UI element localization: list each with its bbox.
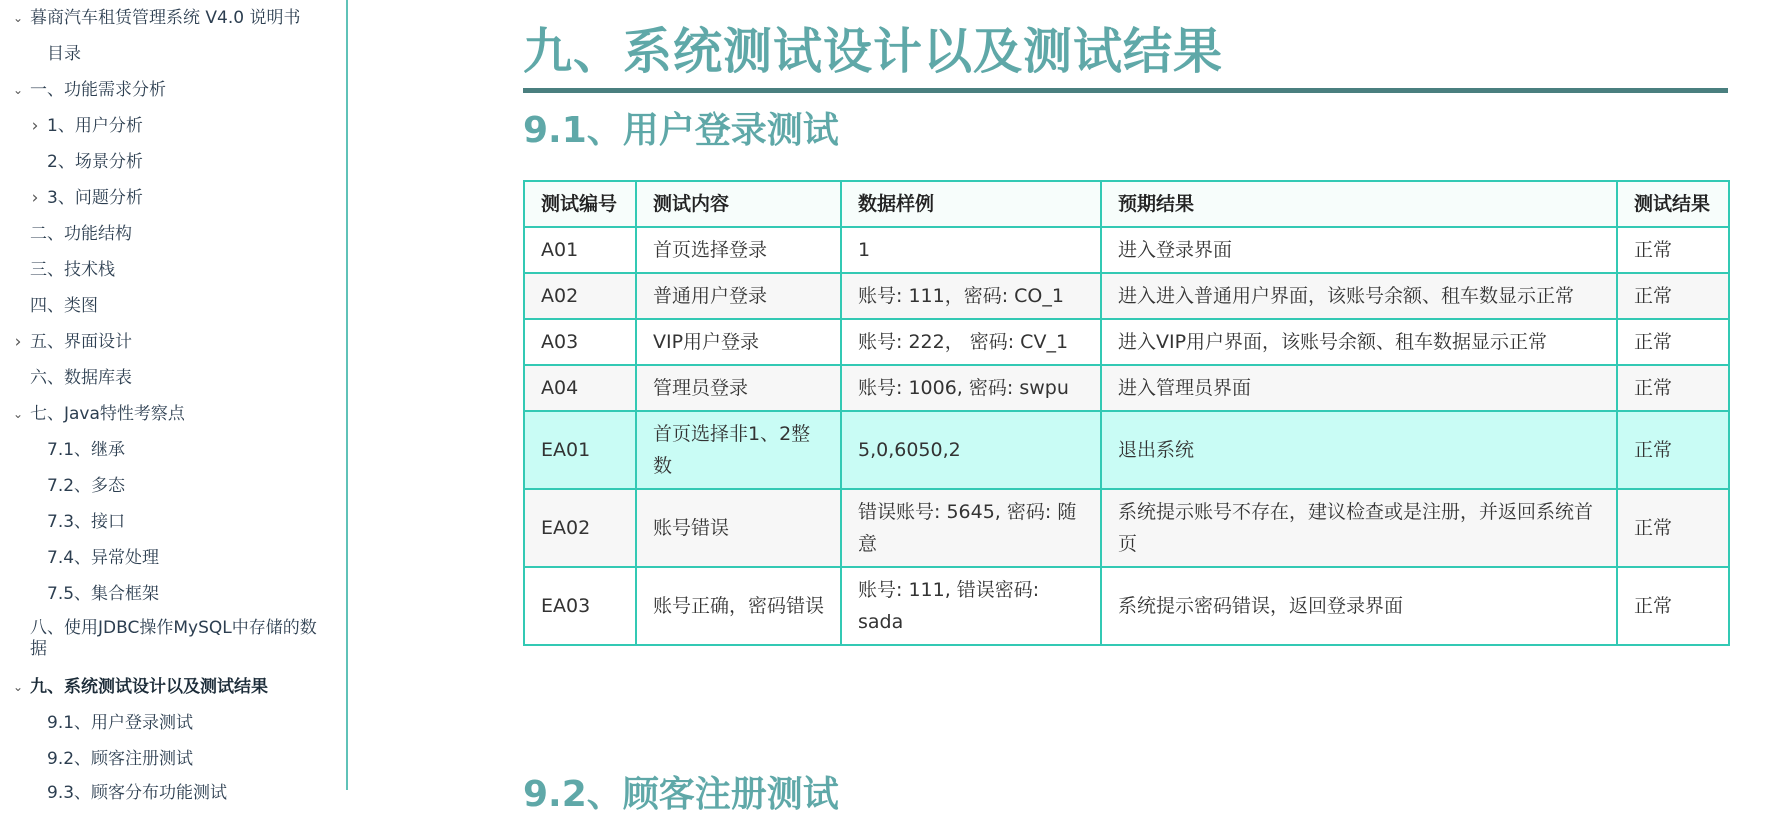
cell-test-result: 正常 bbox=[1617, 489, 1729, 567]
test-results-table bbox=[523, 180, 1730, 646]
cell-test-result: 正常 bbox=[1617, 273, 1729, 319]
table-row bbox=[524, 273, 1729, 319]
cell-test-content: 首页选择非1、2整数 bbox=[636, 411, 841, 489]
cell-test-result: 正常 bbox=[1617, 319, 1729, 365]
table-row bbox=[524, 365, 1729, 411]
toc-item-label: 目录 bbox=[47, 44, 81, 64]
next-section-title: 9.2、顾客注册测试 bbox=[523, 774, 839, 815]
cell-test-result: 正常 bbox=[1617, 227, 1729, 273]
cell-test-id: EA01 bbox=[524, 411, 636, 489]
toc-item-label: 1、用户分析 bbox=[47, 116, 143, 136]
toc-item-label: 四、类图 bbox=[30, 296, 98, 316]
toc-item-label: 六、数据库表 bbox=[30, 368, 132, 388]
cell-test-content: VIP用户登录 bbox=[636, 319, 841, 365]
cell-test-id: EA02 bbox=[524, 489, 636, 567]
cell-data-sample: 账号: 222， 密码: CV_1 bbox=[841, 319, 1101, 365]
cell-test-content: 账号错误 bbox=[636, 489, 841, 567]
cell-expected-result: 退出系统 bbox=[1101, 411, 1617, 489]
chevron-right-icon[interactable]: › bbox=[31, 116, 39, 136]
section-title: 9.1、用户登录测试 bbox=[523, 110, 839, 151]
toc-item-label: 暮商汽车租赁管理系统 V4.0 说明书 bbox=[30, 8, 301, 28]
toc-item-label: 五、界面设计 bbox=[30, 332, 132, 352]
cell-test-result: 正常 bbox=[1617, 411, 1729, 489]
chevron-right-icon[interactable]: › bbox=[31, 188, 39, 208]
toc-item-label: 7.1、继承 bbox=[47, 440, 126, 460]
cell-test-id: EA03 bbox=[524, 567, 636, 645]
sidebar-toc bbox=[0, 0, 348, 803]
cell-test-result: 正常 bbox=[1617, 567, 1729, 645]
chevron-right-icon[interactable]: › bbox=[14, 332, 22, 352]
chevron-down-icon[interactable]: ⌄ bbox=[12, 83, 24, 97]
toc-item-label: 7.2、多态 bbox=[47, 476, 126, 496]
toc-item-label: 9.3、顾客分布功能测试 bbox=[47, 783, 228, 803]
cell-data-sample: 账号: 111, 错误密码: sada bbox=[841, 567, 1101, 645]
table-row bbox=[524, 567, 1729, 645]
toc-item-label: 八、使用JDBC操作MySQL中存储的数据 bbox=[30, 618, 317, 659]
cell-data-sample: 错误账号: 5645, 密码: 随意 bbox=[841, 489, 1101, 567]
cell-test-id: A01 bbox=[524, 227, 636, 273]
toc-item-label: 二、功能结构 bbox=[30, 224, 132, 244]
chevron-down-icon[interactable]: ⌄ bbox=[12, 11, 24, 25]
toc-item-label: 3、问题分析 bbox=[47, 188, 143, 208]
cell-expected-result: 系统提示账号不存在，建议检查或是注册，并返回系统首页 bbox=[1101, 489, 1617, 567]
cell-data-sample: 1 bbox=[841, 227, 1101, 273]
toc-item-label: 7.3、接口 bbox=[47, 512, 126, 532]
header-test-content: 测试内容 bbox=[636, 181, 841, 227]
toc-item-label: 2、场景分析 bbox=[47, 152, 143, 172]
page-title: 九、系统测试设计以及测试结果 bbox=[523, 23, 1224, 80]
cell-expected-result: 进入管理员界面 bbox=[1101, 365, 1617, 411]
table-row bbox=[524, 227, 1729, 273]
toc-item-label: 9.1、用户登录测试 bbox=[47, 713, 194, 733]
table-row bbox=[524, 489, 1729, 567]
toc-item-label: 9.2、顾客注册测试 bbox=[47, 749, 194, 769]
cell-expected-result: 进入登录界面 bbox=[1101, 227, 1617, 273]
header-expected-result: 预期结果 bbox=[1101, 181, 1617, 227]
table-header-row bbox=[524, 181, 1729, 227]
cell-expected-result: 系统提示密码错误，返回登录界面 bbox=[1101, 567, 1617, 645]
chevron-down-icon[interactable]: ⌄ bbox=[12, 680, 24, 694]
cell-test-id: A04 bbox=[524, 365, 636, 411]
cell-expected-result: 进入VIP用户界面，该账号余额、租车数据显示正常 bbox=[1101, 319, 1617, 365]
cell-test-result: 正常 bbox=[1617, 365, 1729, 411]
cell-test-content: 账号正确，密码错误 bbox=[636, 567, 841, 645]
cell-test-id: A02 bbox=[524, 273, 636, 319]
toc-item-label: 七、Java特性考察点 bbox=[30, 404, 185, 424]
title-underline bbox=[523, 88, 1728, 93]
cell-test-content: 管理员登录 bbox=[636, 365, 841, 411]
toc-item-label: 一、功能需求分析 bbox=[30, 80, 166, 100]
cell-expected-result: 进入进入普通用户界面，该账号余额、租车数显示正常 bbox=[1101, 273, 1617, 319]
table-row bbox=[524, 319, 1729, 365]
header-test-id: 测试编号 bbox=[524, 181, 636, 227]
toc-item-label: 三、技术栈 bbox=[30, 260, 115, 280]
header-data-sample: 数据样例 bbox=[841, 181, 1101, 227]
cell-data-sample: 账号: 1006, 密码: swpu bbox=[841, 365, 1101, 411]
header-test-result: 测试结果 bbox=[1617, 181, 1729, 227]
chevron-down-icon[interactable]: ⌄ bbox=[12, 407, 24, 421]
toc-item-label: 7.5、集合框架 bbox=[47, 584, 160, 604]
cell-data-sample: 5,0,6050,2 bbox=[841, 411, 1101, 489]
table-row-highlighted bbox=[524, 411, 1729, 489]
cell-test-id: A03 bbox=[524, 319, 636, 365]
toc-item-label: 九、系统测试设计以及测试结果 bbox=[30, 677, 268, 697]
toc-item-label: 7.4、异常处理 bbox=[47, 548, 160, 568]
cell-data-sample: 账号: 111，密码: CO_1 bbox=[841, 273, 1101, 319]
cell-test-content: 普通用户登录 bbox=[636, 273, 841, 319]
cell-test-content: 首页选择登录 bbox=[636, 227, 841, 273]
document-content bbox=[347, 0, 1765, 815]
